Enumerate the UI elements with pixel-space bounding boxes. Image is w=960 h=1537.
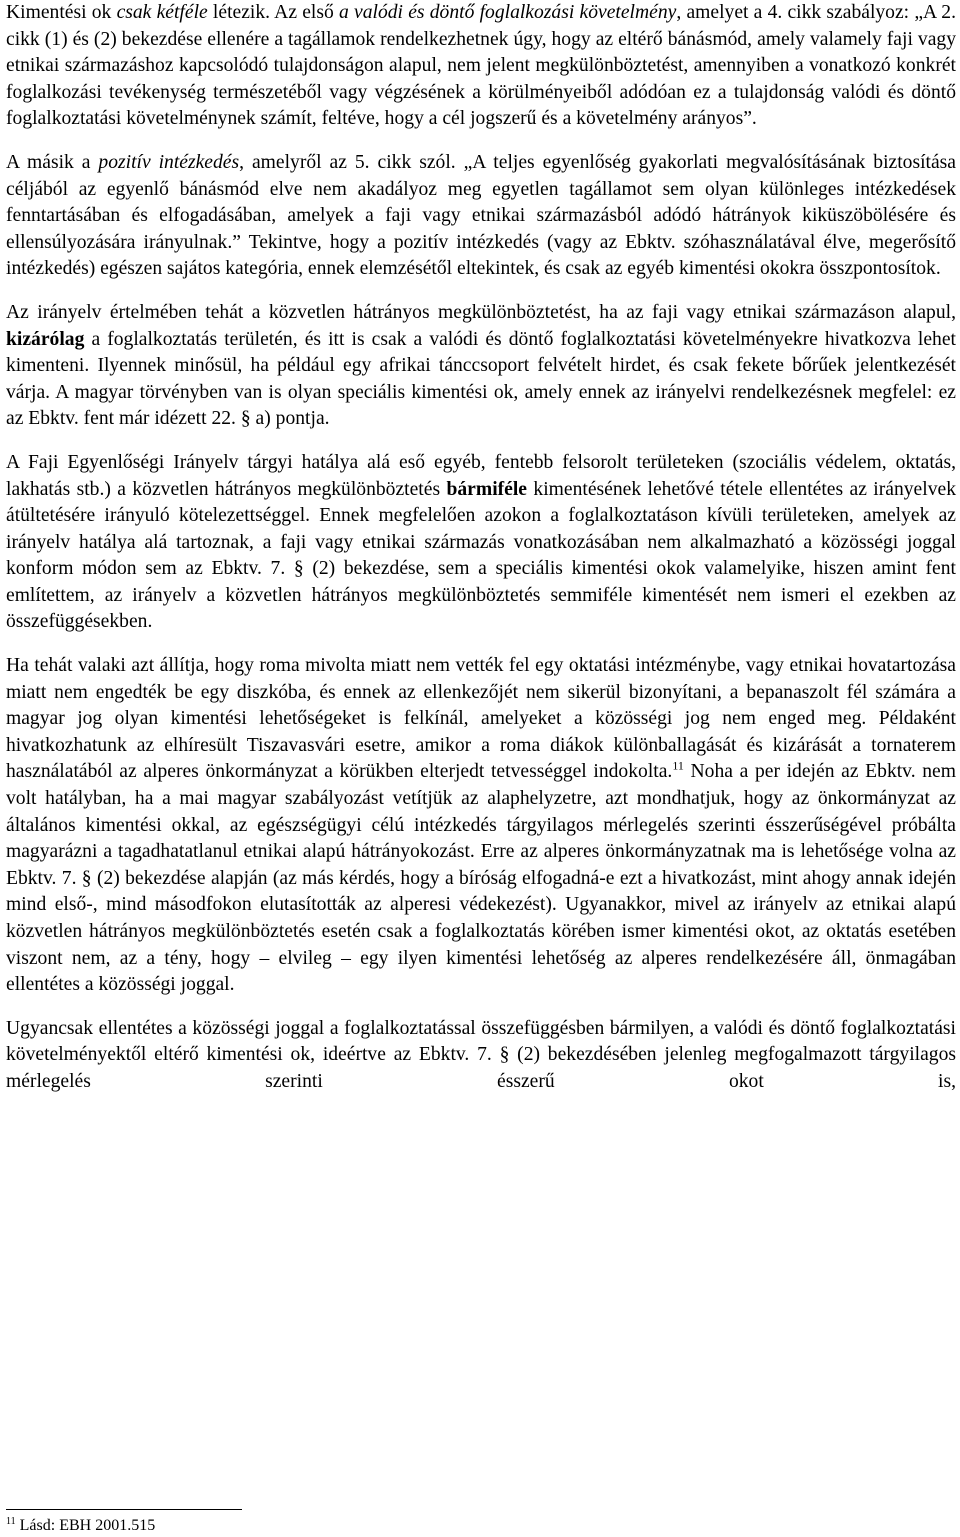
text-run: a foglalkoztatás területén, és itt is csak a valódi és döntő foglalkoztatási követelményekre hivatkozva lehet kimenteni. Ilyennek minősül, ha például egy afrikai tánccsoport felvételt hirdet, és csak fekete bőrűek jelentkezését várja. A magyar törvényben van is olyan speciális kimentési ok, amely ennek az irányelvi rendelkezésnek megfelel: ez az Ebktv. fent már idézett 22. § a) pontja. [6, 328, 956, 430]
footnote-separator [6, 1509, 242, 1510]
paragraph [6, 450, 956, 636]
emphasis-text: pozitív intézkedés [98, 151, 240, 173]
text-run: Kimentési ok [6, 2, 117, 23]
paragraph [6, 1016, 956, 1096]
paragraph [6, 150, 956, 283]
footnote [6, 1516, 155, 1536]
text-run: Noha a per idején az Ebktv. nem volt hatályban, ha a mai magyar szabályozást vetítjük az alaphelyzetre, azt mondhatjuk, hogy az önkormányzat az általános kimentési okkal, az egészségügyi célú intézkedés tárgyilagos mérlegelés szerinti ésszerűségével próbálta magyarázni a tagadhatatlanul etnikai alapú hátrányokozást. Erre az alperes önkormányzatnak ma is lehetősége volna az Ebktv. 7. § (2) bekezdése alapján (az más kérdés, hogy a bíróság elfogadná-e ezt a hivatkozást, mint ahogy annak idején mind első-, mind másodfokon elutasították az alperesi védekezést). Ugyanakkor, mivel az irányelv az etnikai alapú közvetlen hátrányos megkülönböztetés esetén csak a foglalkoztatás körében ismer kimentési okot, az oktatás esetében viszont nem, az a tény, hogy – elvileg – egy ilyen kimentési lehetőség az alperes rendelkezésére áll, önmagában ellentétes a közösségi joggal. [6, 761, 956, 996]
footnote-mark: 11 [6, 1515, 16, 1527]
footnote-text: Lásd: EBH 2001.515 [19, 1517, 156, 1534]
paragraph [6, 0, 956, 133]
text-run: , amelyet a 4. cikk szabályoz: „A 2. cikk (1) és (2) bekezdése ellenére a tagállamok rendelkezhetnek úgy, hogy az eltérő bánásmód, amely valamely faji vagy etnikai származáshoz kapcsolódó tulajdonságon alapul, nem jelent megkülönböztetést, amennyiben a vonatkozó konkrét foglalkozási tevékenység természetéből vagy végzésének a körülményeiből adódóan ez a tulajdonság valódi és döntő foglalkoztatási követelménynek számít, feltéve, hogy a cél jogszerű és a követelmény arányos”. [6, 2, 957, 130]
footnote-reference: 11 [672, 758, 684, 773]
text-run: , amelyről az 5. cikk szól. „A teljes egyenlőség gyakorlati megvalósításának biztosítása céljából az egyenlő bánásmód elve nem akadályoz meg egyetlen tagállamot sem olyan különleges intézkedések fenntartásában és elfogadásában, amelyek a faji vagy etnikai származásból adódó hátrányok kiküszöbölésére és ellensúlyozására irányulnak.” Tekintve, hogy a pozitív intézkedés (vagy az Ebktv. szóhasználatával élve, megerősítő intézkedés) egészen sajátos kategória, ennek elemzésétől eltekintek, és csak az egyéb kimentési okokra összpontosítok. [6, 151, 957, 280]
text-run: létezik. Az első [207, 2, 340, 23]
document-page [6, 0, 956, 1113]
text-run: A Faji Egyenlőségi Irányelv tárgyi hatálya alá eső egyéb, fentebb felsorolt területeken (szociális védelem, oktatás, lakhatás stb.) a közvetlen hátrányos megkülönböztetés [6, 451, 956, 500]
bold-text: bármiféle [446, 478, 528, 500]
paragraph [6, 300, 956, 433]
emphasis-text: csak kétféle [116, 2, 208, 23]
text-run: Ugyancsak ellentétes a közösségi joggal a foglalkoztatással összefüggésben bármilyen, a valódi és döntő foglalkoztatási követelményektől eltérő kimentési ok, ideértve az Ebktv. 7. § (2) bekezdésében jelenleg megfogalmazott tárgyilagos mérlegelés szerinti ésszerű okot is, [6, 1017, 956, 1092]
body-text [6, 0, 956, 1096]
text-run: A másik a [6, 151, 99, 173]
text-run: kimentésének lehetővé tétele ellentétes az irányelvek átültetésére irányuló kötelezettséggel. Ennek megfelelően azokon a foglalkoztatáson kívüli területeken, amelyek az irányelv hatálya alá tartoznak, a faji vagy etnikai származás vonatkozásában nem alkalmazható a közösségi joggal konform módon sem az Ebktv. 7. § (2) bekezdése, sem a speciális kimentési okok valamelyike, hiszen amint fent említettem, az irányelv a közvetlen hátrányos megkülönböztetés semmiféle kimentését nem ismeri el ezekben az összefüggésekben. [6, 478, 956, 633]
text-run: Az irányelv értelmében tehát a közvetlen hátrányos megkülönböztetést, ha az faji vagy etnikai származáson alapul, [6, 301, 956, 323]
text-run: Ha tehát valaki azt állítja, hogy roma mivolta miatt nem vették fel egy oktatási intézménybe, vagy etnikai hovatartozása miatt nem engedték be egy diszkóba, és ennek az ellenkezőjét nem sikerül bizonyítani, a bepanaszolt fél számára a magyar jog olyan kimentési lehetőségeket is felkínál, amelyeket a közösségi jog nem enged meg. Példaként hivatkozhatunk az elhíresült Tiszavasvári esetre, amikor a roma diákok különballagását és kizárását a tornaterem használatából az alperes önkormányzat a körükben elterjedt tetvességgel indokolta. [6, 655, 956, 783]
emphasis-text: a valódi és döntő foglalkozási követelmény [339, 2, 677, 23]
bold-text: kizárólag [6, 328, 85, 350]
paragraph [6, 653, 956, 999]
